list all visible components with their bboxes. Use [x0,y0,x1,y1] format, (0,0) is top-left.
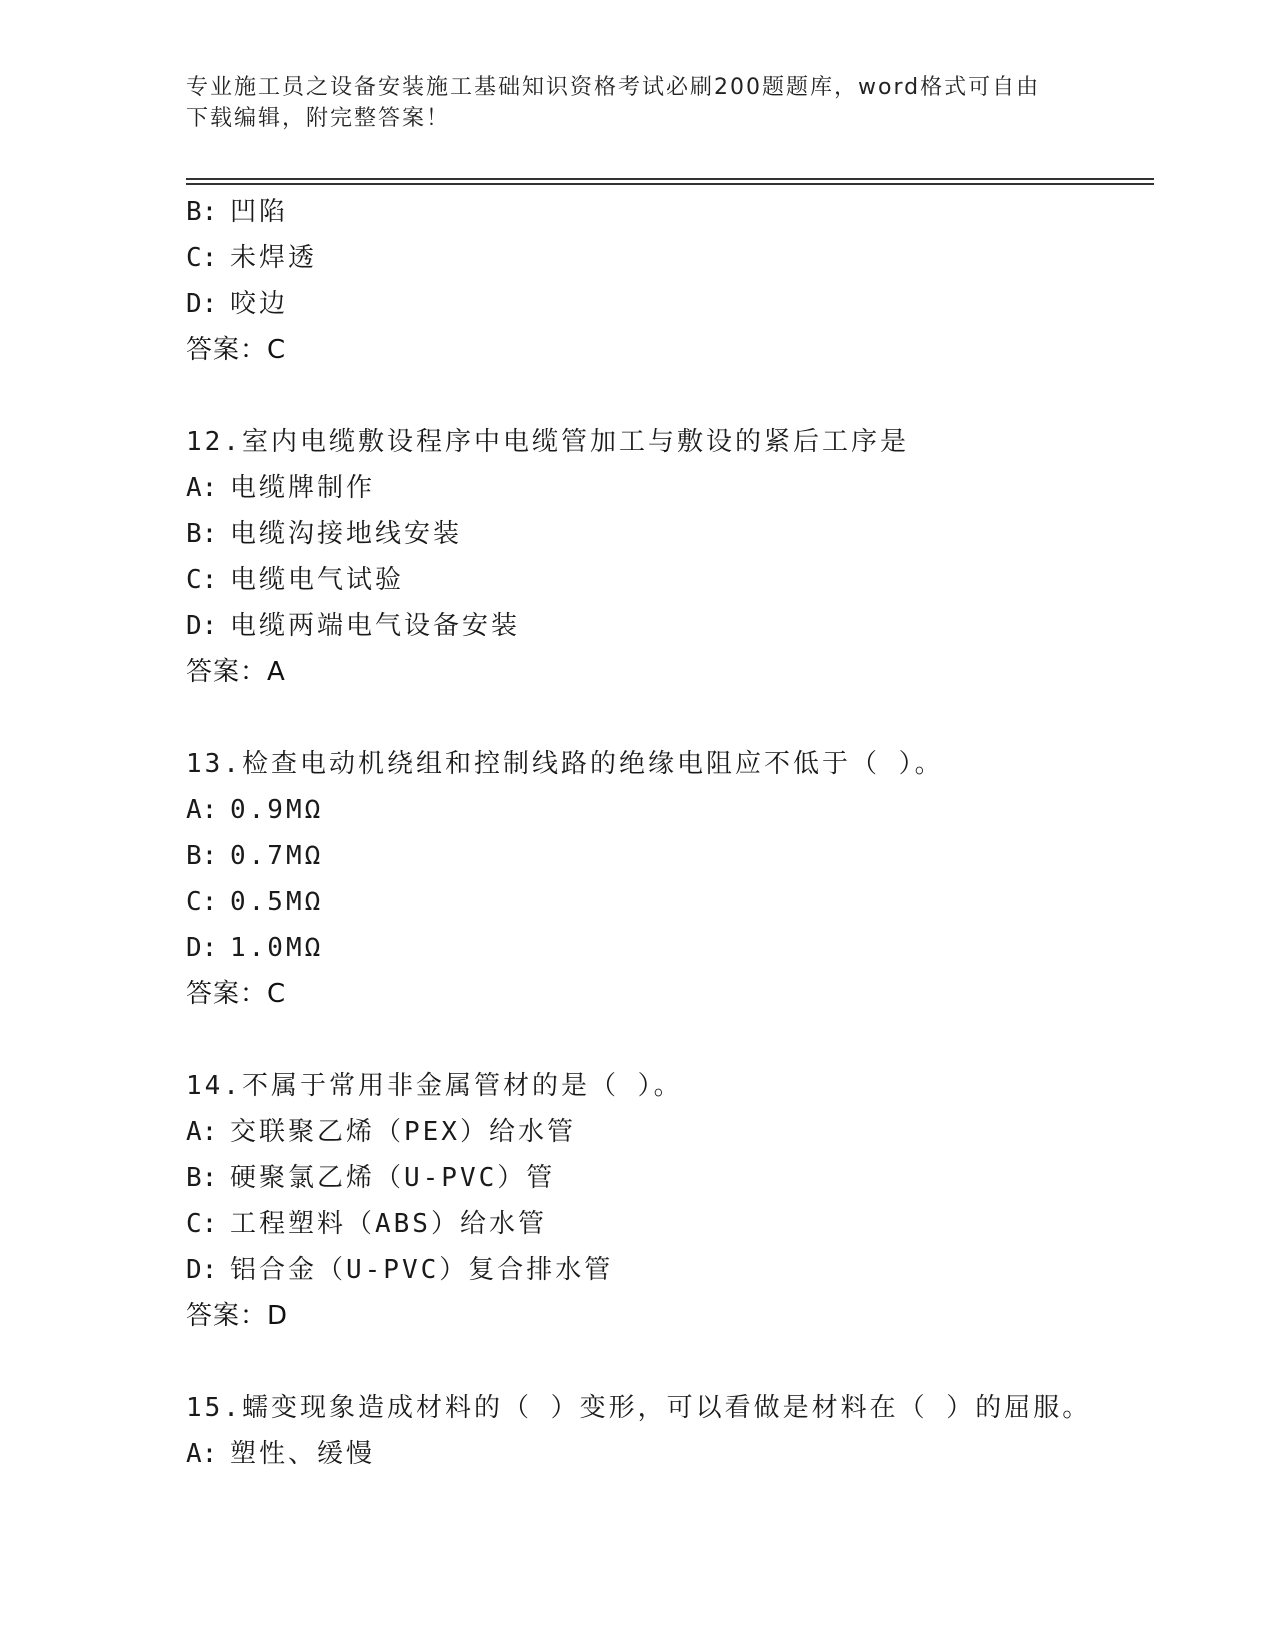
option-d: D: 1.0MΩ [186,933,324,963]
question-title: 15.蠕变现象造成材料的（ ）变形，可以看做是材料在（ ）的屈服。 [186,1393,1092,1423]
option-a: A: 交联聚乙烯（PEX）给水管 [186,1117,576,1147]
option-a: A: 电缆牌制作 [186,473,376,503]
option-a: A: 0.9MΩ [186,795,324,825]
header-divider-bottom [186,183,1154,185]
question-title: 14.不属于常用非金属管材的是（ ）。 [186,1071,683,1101]
question-block-13 [186,741,1146,1017]
question-list [186,189,1146,1477]
answer-line: 答案：A [186,657,286,687]
option-c: C: 工程塑料（ABS）给水管 [186,1209,547,1239]
option-b: B: 凹陷 [186,197,289,227]
option-b: B: 硬聚氯乙烯（U-PVC）管 [186,1163,556,1193]
question-block-partial [186,189,1146,373]
question-block-15 [186,1385,1146,1477]
question-title: 13.检查电动机绕组和控制线路的绝缘电阻应不低于（ ）。 [186,749,944,779]
option-b: B: 0.7MΩ [186,841,324,871]
option-d: D: 铝合金（U-PVC）复合排水管 [186,1255,614,1285]
option-b: B: 电缆沟接地线安装 [186,519,463,549]
option-d: D: 咬边 [186,289,289,319]
option-d: D: 电缆两端电气设备安装 [186,611,521,641]
question-block-12 [186,419,1146,695]
question-block-14 [186,1063,1146,1339]
document-header [186,72,1086,134]
option-c: C: 电缆电气试验 [186,565,405,595]
header-title-line1: 专业施工员之设备安装施工基础知识资格考试必刷200题题库，word格式可自由 [186,75,1041,100]
answer-line: 答案：C [186,335,287,365]
header-divider-top [186,178,1154,180]
header-title-line2: 下载编辑，附完整答案！ [186,106,451,131]
option-c: C: 0.5MΩ [186,887,324,917]
answer-line: 答案：D [186,1301,289,1331]
option-a: A: 塑性、缓慢 [186,1439,376,1469]
question-title: 12.室内电缆敷设程序中电缆管加工与敷设的紧后工序是 [186,427,909,457]
option-c: C: 未焊透 [186,243,318,273]
answer-line: 答案：C [186,979,287,1009]
